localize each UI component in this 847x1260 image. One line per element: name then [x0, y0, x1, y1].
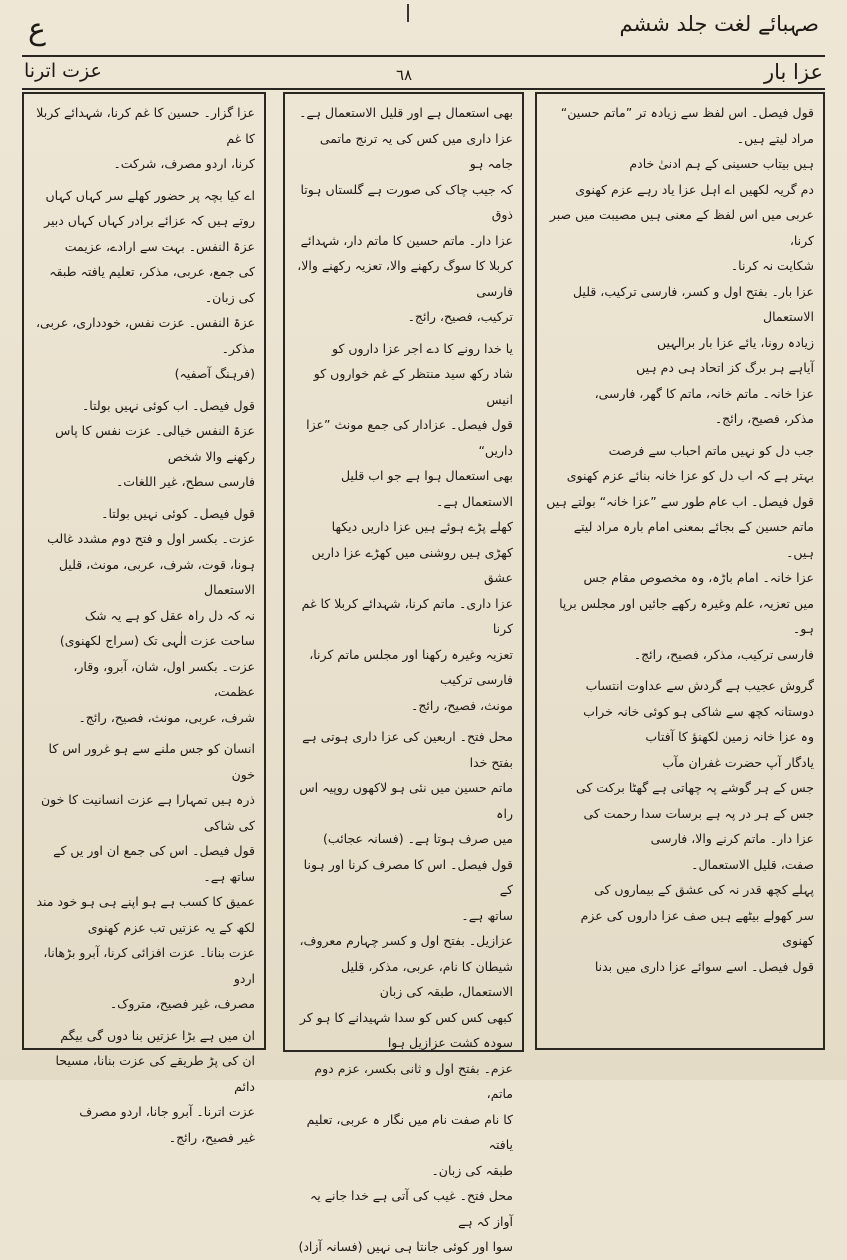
text-line: عزا خانہ۔ ماتم خانہ، ماتم کا گھر، فارسی، — [594, 385, 814, 401]
text-line: عزت اترنا۔ آبرو جانا، اردو مصرف — [79, 1104, 255, 1119]
text-line: یا خدا رونے کا دے اجر عزا داروں کو — [332, 340, 513, 356]
text-line: عزت۔ بکسر اول، شان، آبرو، وقار، عظمت، — [73, 658, 255, 699]
text-line: (فرہنگ آصفیہ) — [174, 366, 255, 381]
text-line: ان کی پڑ طریقے کی عزت بنانا، مسیحا دائم — [55, 1053, 255, 1094]
text-line: آیاہے ہر برگ کز اتحاد ہی دم ہیں — [636, 360, 814, 375]
text-line: قول فیصل۔ اس کی جمع ان اور یں کے ساتھ ہے۔ — [53, 843, 255, 884]
column-right — [535, 92, 825, 1050]
text-line: عزۃ النفس۔ عزت نفس، خودداری، عربی، مذکر۔ — [35, 315, 255, 356]
text-line: قول فیصل۔ اس لفظ سے زیادہ تر ”ماتم حسین“ — [560, 105, 814, 120]
text-line: کھڑی ہیں روشنی میں کھڑے عزا داریں عشق — [311, 544, 513, 585]
text-line: سودہ کشت عزازیل ہوا — [387, 1035, 513, 1050]
corner-letter: ع — [28, 12, 46, 47]
text-line: ترکیب، فصیح، رائج۔ — [407, 309, 513, 324]
text-line: جب دل کو نہیں ماتم احباب سے فرصت — [608, 442, 814, 458]
text-line: میں صرف ہوتا ہے۔ (فسانہ عجائب) — [323, 831, 513, 846]
text-line: قول فیصل۔ اسے سوائے عزا داری میں بدنا — [594, 958, 814, 974]
text-line: عربی میں اس لفظ کے معنی ہیں مصیبت میں صبر کرنا، — [549, 207, 814, 248]
text-line: یادگار آپ حضرت غفران مآب — [662, 754, 814, 770]
text-line: ساحت عزت الٰہی تک (سراج لکھنوی) — [59, 633, 255, 648]
text-line: لکھ کے یہ عزتیں تب عزم کھنوی — [87, 919, 255, 935]
text-line: انسان کو جس ملنے سے ہو غرور اس کا خون — [48, 741, 255, 782]
text-line: عزت بنانا۔ عزت افزائی کرنا، آبرو بڑھانا، اردو — [43, 945, 255, 986]
text-line: سوا اور کوئی جانتا ہی نہیں (فسانہ آزاد) — [298, 1239, 513, 1254]
text-line: عزت۔ بکسر اول و فتح دوم مشدد غالب — [47, 531, 255, 546]
running-header — [24, 60, 823, 90]
header-rule-bottom — [22, 88, 825, 90]
book-title: صہبائے لغت جلد ششم — [619, 12, 819, 36]
text-line: ہونا، قوت، شرف، عربی، مونث، قلیل الاستعمال — [58, 556, 255, 597]
text-line: قول فیصل۔ کوئی نہیں بولتا۔ — [101, 505, 255, 521]
text-line: گروش عجیب ہے گردش سے عداوت انتساب — [585, 678, 814, 693]
text-line: قول فیصل۔ اب کوئی نہیں بولتا۔ — [81, 397, 255, 413]
column-left — [22, 92, 266, 1145]
text-line: وہ عزا خانہ زمین لکھنؤ کا آفتاب — [645, 729, 814, 744]
text-line: غیر فصیح، رائج۔ — [168, 1129, 255, 1145]
text-line: عزا خانہ۔ امام باڑہ، وہ مخصوص مقام جس — [583, 570, 814, 585]
text-line: عزۃ النفس۔ بہت سے ارادے، عزیمت — [64, 238, 255, 254]
text-line: روتے ہیں کہ عزائے برادر کہاں کہاں دبیر — [44, 213, 255, 228]
text-line: ساتھ ہے۔ — [461, 907, 513, 923]
text-line: دم گریہ لکھیں اے اہل عزا یاد رہے عزم کھنوی — [575, 181, 814, 197]
text-line: میں تعزیہ، علم وغیرہ رکھے جائیں اور مجلس برپا ہو۔ — [559, 595, 814, 636]
text-line: عزا داری میں کس کی یہ ترنج ماتمی جامہ ہو — [319, 130, 513, 171]
text-line: فارسی سطح، غیر اللغات۔ — [115, 474, 255, 489]
text-line: کہ جیب چاک کی صورت ہے گلستاں ہوتا ذوق — [300, 181, 513, 222]
page-number: ٦٨ — [396, 66, 413, 84]
text-line: سر کھولے بیٹھے ہیں صف عزا داروں کی عزم کھنوی — [580, 907, 814, 948]
text-line: عزا دار۔ ماتم حسین کا ماتم دار، شہدائے — [300, 232, 513, 248]
text-line: قول فیصل۔ اب عام طور سے ”عزا خانہ“ بولتے ہیں — [546, 493, 814, 509]
text-line: مصرف، غیر فصیح، متروک۔ — [109, 996, 255, 1011]
text-line: ان میں ہے بڑا عزتیں بنا دوں گی بیگم — [60, 1027, 255, 1043]
text-line: صفت، قلیل الاستعمال۔ — [691, 856, 814, 872]
text-line: قول فیصل۔ اس کا مصرف کرنا اور ہونا کے — [303, 856, 513, 897]
text-line: تعزیہ وغیرہ رکھنا اور مجلس ماتم کرنا، فارسی ترکیب — [309, 646, 513, 687]
text-line: دوستانہ کچھ سے شاکی ہو کوئی خانہ خراب — [583, 703, 814, 719]
column-middle — [283, 92, 524, 1254]
text-line: مذکر، فصیح، رائج۔ — [714, 411, 814, 426]
text-line: ہیں بیتاب حسینی کے ہم ادنیٰ خادم — [629, 156, 814, 171]
text-line: کرنا، اردو مصرف، شرکت۔ — [113, 156, 255, 171]
text-line: شکایت نہ کرنا۔ — [730, 258, 814, 273]
text-line: جس کے ہر در پہ ہے برسات سدا رحمت کی — [583, 805, 814, 821]
header-rule-top — [22, 55, 825, 57]
header-last-entry: عزت اترنا — [24, 60, 102, 82]
text-line: جس کے ہر گوشے پہ چھاتی ہے گھٹا برکت کی — [575, 780, 814, 795]
text-line: کی جمع، عربی، مذکر، تعلیم یافتہ طبقہ کی زبان۔ — [49, 264, 255, 305]
text-line: بہتر ہے کہ اب دل کو عزا خانہ بنائے عزم کھنوی — [566, 468, 814, 483]
text-line: محل فتح۔ اربعین کی عزا داری ہوتی ہے بفتح خدا — [302, 729, 513, 770]
text-line: شرف، عربی، مونث، فصیح، رائج۔ — [78, 709, 255, 725]
text-line: کبھی کس کس کو سدا شہیدانے کا ہو کر — [299, 1009, 513, 1025]
text-line: ماتم حسین کے بجائے بمعنی امام بارہ مراد لیتے ہیں۔ — [573, 519, 814, 560]
text-line: عزا دار۔ ماتم کرنے والا، فارسی — [650, 831, 814, 846]
text-line: عزازیل۔ بفتح اول و کسر چہارم معروف، — [299, 933, 513, 948]
text-line: محل فتح۔ غیب کی آتی ہے خدا جانے یہ آواز کہ ہے — [309, 1188, 513, 1229]
header-first-entry: عزا بار — [763, 60, 823, 84]
text-line: عزا داری۔ ماتم کرنا، شہدائے کربلا کا غم کرنا — [301, 595, 513, 636]
text-line: اے کیا بچہ پر حضور کھلے سر کہاں کہاں — [45, 187, 255, 203]
text-line: بھی استعمال ہوا ہے جو اب قلیل الاستعمال ہے۔ — [340, 468, 513, 509]
text-line: مراد لیتے ہیں۔ — [736, 130, 814, 146]
top-mark — [407, 4, 409, 22]
text-line: عزم۔ بفتح اول و ثانی بکسر، عزم دوم ماتم، — [314, 1060, 513, 1101]
text-line: ذرہ ہیں تمہارا ہے عزت انسانیت کا خون کی شاکی — [40, 792, 255, 833]
text-line: کا نام صفت نام میں نگار ہ عربی، تعلیم یافتہ — [306, 1111, 513, 1152]
text-line: قول فیصل۔ عزادار کی جمع مونث ”عزا داریں“ — [306, 417, 513, 458]
text-line: شیطان کا نام، عربی، مذکر، قلیل الاستعمال، طبقہ کی زبان — [341, 958, 513, 999]
text-line: کربلا کا سوگ رکھنے والا، تعزیہ رکھنے والا، فارسی — [297, 258, 513, 299]
text-line: عزۃ النفس خیالی۔ عزت نفس کا پاس رکھنے والا شخص — [55, 423, 255, 464]
text-line: پہلے کچھ قدر نہ کی عشق کے بیماروں کی — [594, 882, 814, 897]
text-line: فارسی ترکیب، مذکر، فصیح، رائج۔ — [633, 646, 814, 662]
text-line: عمیق کا کسب ہے ہو اپنے ہی ہو خود مند — [36, 894, 255, 909]
text-line: شاد رکھ سید منتظر کے غم خواروں کو انیس — [313, 366, 513, 407]
text-line: عزا گزار۔ حسین کا غم کرنا، شہدائے کربلا کا غم — [36, 105, 255, 146]
text-line: زیادہ رونا، یائے عزا بار برالہیں — [657, 334, 814, 350]
text-line: نہ کہ دل راہ عقل کو ہے یہ شک — [84, 607, 255, 623]
text-line: کھلے پڑے ہوئے ہیں عزا داریں دیکھا — [331, 519, 513, 534]
text-line: مونث، فصیح، رائج۔ — [411, 697, 513, 713]
text-line: طبقہ کی زبان۔ — [431, 1162, 513, 1178]
text-line: عزا بار۔ بفتح اول و کسر، فارسی ترکیب، قلیل الاستعمال — [572, 283, 814, 324]
text-line: بھی استعمال ہے اور قلیل الاستعمال ہے۔ — [299, 105, 513, 120]
text-line: ماتم حسین میں نئی ہو لاکھوں روپیہ اس راہ — [299, 780, 513, 821]
